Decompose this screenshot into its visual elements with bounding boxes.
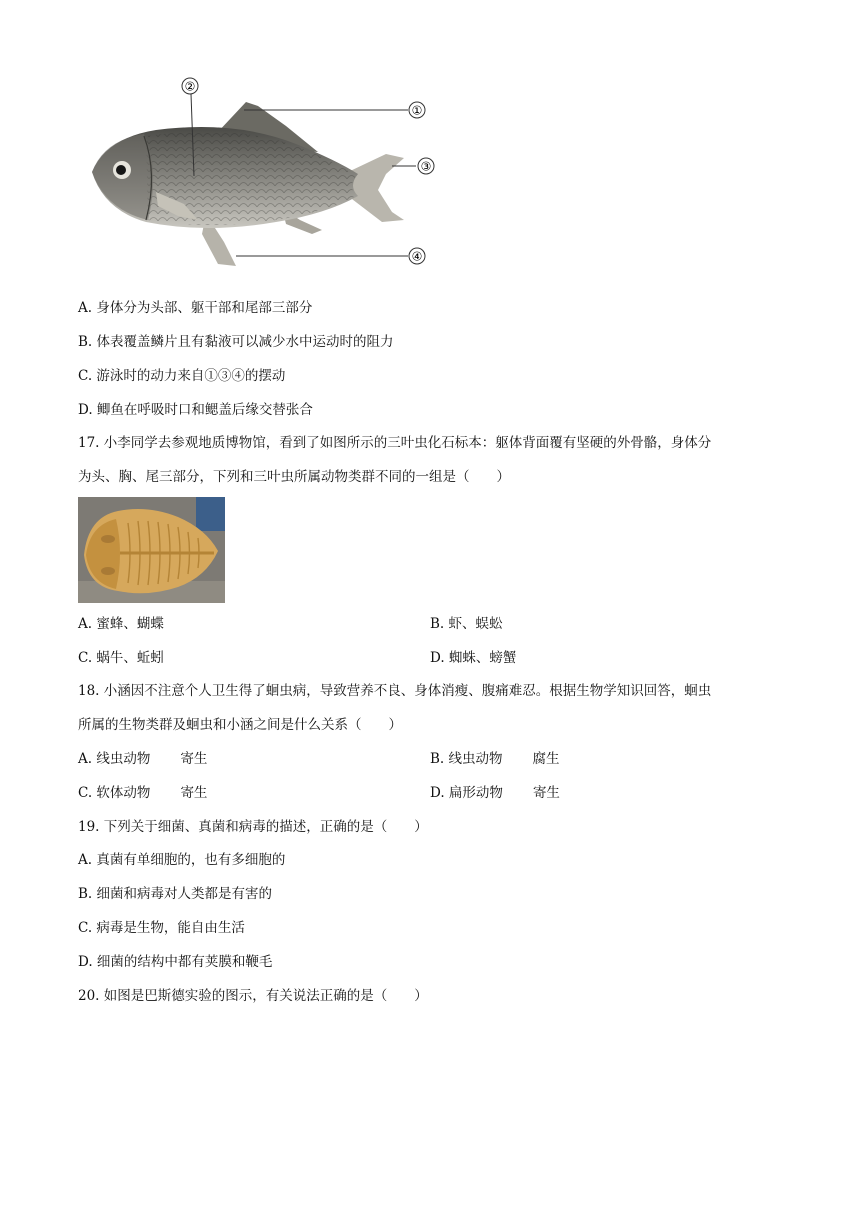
q16-option-a: A. 身体分为头部、躯干部和尾部三部分 [78,300,313,316]
trilobite-fossil-image [78,497,225,603]
svg-text:①: ① [411,103,423,118]
svg-text:④: ④ [411,249,423,264]
q18-stem-line2: 所属的生物类群及蛔虫和小涵之间是什么关系（ ） [78,717,402,733]
q18-option-c-relation: 寄生 [180,785,208,801]
q17-option-d: D. 蜘蛛、螃蟹 [430,650,517,666]
q18-option-c-group: C. 软体动物 [78,785,151,801]
q18-option-d-relation: 寄生 [532,785,560,801]
q17-stem-line1: 17. 小李同学去参观地质博物馆，看到了如图所示的三叶虫化石标本：躯体背面覆有坚硬的外骨骼，身体分 [78,435,712,451]
q19-option-b: B. 细菌和病毒对人类都是有害的 [78,886,273,902]
fish-figure [86,74,436,274]
q18-stem-line1: 18. 小涵因不注意个人卫生得了蛔虫病，导致营养不良、身体消瘦、腹痛难忍。根据生物学知识回答，蛔虫 [78,683,712,699]
q19-option-a: A. 真菌有单细胞的，也有多细胞的 [78,852,286,868]
q16-option-d: D. 鲫鱼在呼吸时口和鳃盖后缘交替张合 [78,402,313,418]
q18-option-b [430,749,560,769]
q18-option-a-relation: 寄生 [180,751,208,767]
callout-2 [182,78,198,94]
q19-stem: 19. 下列关于细菌、真菌和病毒的描述，正确的是（ ） [78,819,428,835]
svg-text:②: ② [184,79,196,94]
q17-option-c: C. 蜗牛、蚯蚓 [78,650,164,666]
q16-option-b: B. 体表覆盖鳞片且有黏液可以减少水中运动时的阻力 [78,334,394,350]
callout-1 [409,102,425,118]
callout-3 [418,158,434,174]
q17-option-a: A. 蜜蜂、蝴蝶 [78,616,164,632]
q18-option-c [78,783,207,803]
q18-option-a-group: A. 线虫动物 [78,751,151,767]
q18-option-d-group: D. 扁形动物 [430,785,503,801]
q20-stem: 20. 如图是巴斯德实验的图示，有关说法正确的是（ ） [78,988,428,1004]
tail-fin [348,154,404,222]
svg-text:③: ③ [420,159,432,174]
callout-4 [409,248,425,264]
q17-stem-line2: 为头、胸、尾三部分，下列和三叶虫所属动物类群不同的一组是（ ） [78,469,510,485]
q19-option-c: C. 病毒是生物，能自由生活 [78,920,245,936]
q18-option-a [78,749,207,769]
q18-option-d [430,783,560,803]
q16-option-c: C. 游泳时的动力来自①③④的摆动 [78,368,286,384]
q19-option-d: D. 细菌的结构中都有荚膜和鞭毛 [78,954,273,970]
q17-option-b: B. 虾、蜈蚣 [430,616,503,632]
q18-option-b-relation: 腐生 [532,751,560,767]
q18-option-b-group: B. 线虫动物 [430,751,503,767]
